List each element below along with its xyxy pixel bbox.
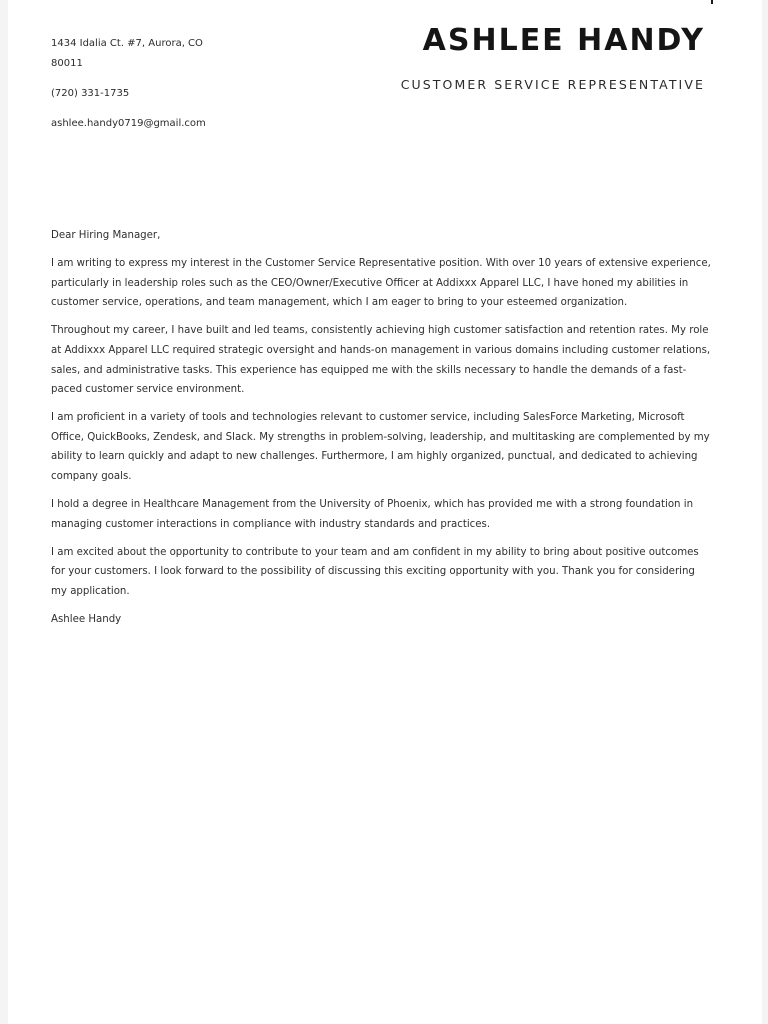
letter-body [51,226,711,630]
document-page [8,0,762,1024]
contact-phone: (720) 331-1735 [51,88,130,99]
letter-paragraph: I am excited about the opportunity to contribute to your team and am confident in my ability to bring about positive outcomes for your customers. I look forward to the possibility of discussing this exciting opportunity with you. Thank you for considering my application. [51,546,699,597]
letter-signature: Ashlee Handy [51,614,122,626]
page-edge-mark [711,0,713,4]
contact-block [51,34,221,134]
letter-paragraph: I am writing to express my interest in the Customer Service Representative position. With over 10 years of extensive experience, particularly in leadership roles such as the CEO/Owner/Executive Officer at Addixxx Apparel LLC, I have honed my abilities in customer service, operations, and team management, which I am eager to bring to your esteemed organization. [51,258,711,309]
letter-paragraph: Throughout my career, I have built and led teams, consistently achieving high customer satisfaction and retention rates. My role at Addixxx Apparel LLC required strategic oversight and hands-on management in various domains including customer relations, sales, and administrative tasks. This experience has equipped me with the skills necessary to handle the demands of a fast-paced customer service environment. [51,325,711,396]
applicant-role: CUSTOMER SERVICE REPRESENTATIVE [400,77,705,92]
applicant-name: ASHLEE HANDY [422,23,705,58]
letter-paragraph: I am proficient in a variety of tools and technologies relevant to customer service, including SalesForce Marketing, Microsoft Office, QuickBooks, Zendesk, and Slack. My strengths in problem-solving, leadership, and multitasking are complemented by my ability to learn quickly and adapt to new challenges. Furthermore, I am highly organized, punctual, and dedicated to achieving company goals. [51,412,710,483]
letter-paragraph: I hold a degree in Healthcare Management from the University of Phoenix, which has provided me with a strong foundation in managing customer interactions in compliance with industry standards and practices. [51,499,694,530]
letter-greeting: Dear Hiring Manager, [51,230,161,241]
contact-address: 1434 Idalia Ct. #7, Aurora, CO 80011 [51,38,203,69]
contact-email: ashlee.handy0719@gmail.com [51,118,206,129]
